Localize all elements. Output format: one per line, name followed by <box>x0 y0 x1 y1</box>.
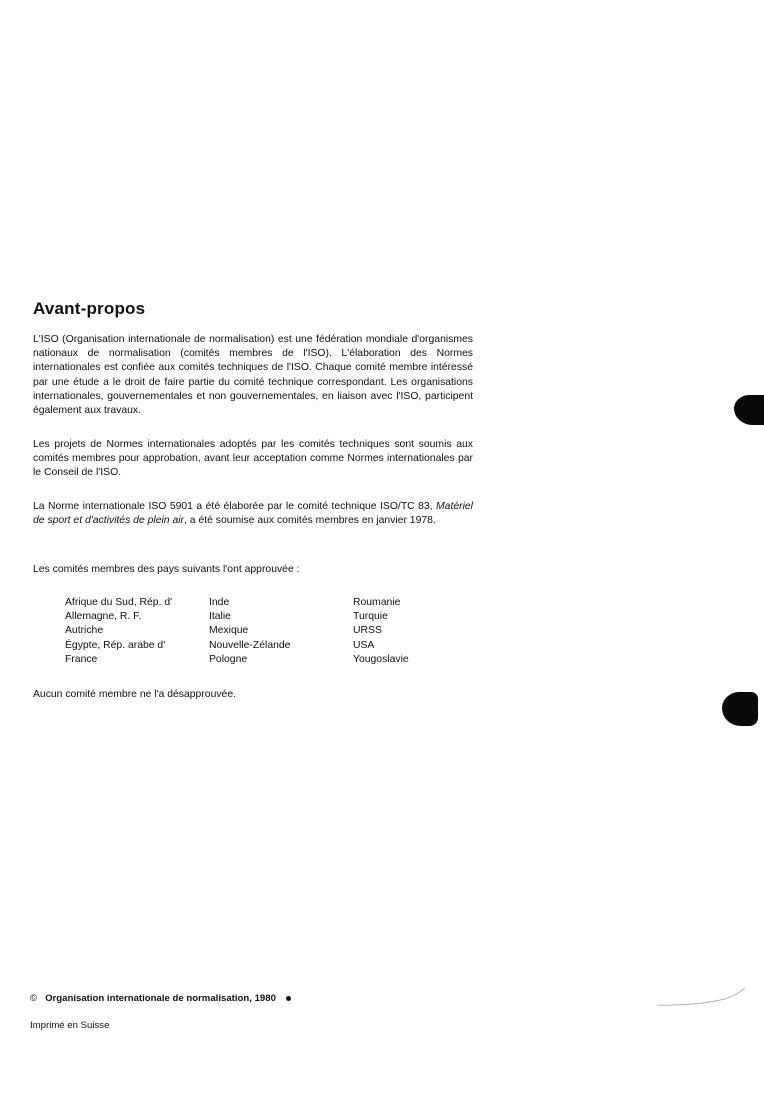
country-item: Mexique <box>209 625 249 637</box>
country-item: Afrique du Sud, Rép. d' <box>65 597 173 608</box>
country-item: Pologne <box>209 653 248 665</box>
country-item: Roumanie <box>353 597 401 608</box>
country-column-1 <box>65 596 172 667</box>
copyright-line <box>30 993 291 1004</box>
copyright-icon: © <box>30 993 38 1004</box>
country-item: Inde <box>209 597 230 608</box>
country-item: URSS <box>353 625 382 637</box>
country-item: Turquie <box>353 611 388 623</box>
paragraph-iso-5901-end: , a été soumise aux comités membres en janvier 1978. <box>184 515 436 527</box>
paragraph-iso-5901 <box>33 500 473 528</box>
pencil-mark <box>655 985 750 1010</box>
paragraph-no-disapproval: Aucun comité membre ne l'a désapprouvée. <box>33 689 236 700</box>
country-item: Nouvelle-Zélande <box>209 639 291 651</box>
country-item: Égypte, Rép. arabe d' <box>65 639 166 651</box>
punch-hole-mark <box>722 692 758 726</box>
copyright-text: Organisation internationale de normalisation, 1980 <box>45 993 276 1004</box>
country-column-2 <box>209 596 290 667</box>
paragraph-draft-standards: Les projets de Normes internationales adoptés par les comités techniques sont soumis aux comités membres pour approbation, avant leur acceptation comme Normes internationales par le Conseil de l'ISO. <box>33 439 473 479</box>
page-title: Avant-propos <box>33 299 146 318</box>
country-item: Italie <box>209 611 231 623</box>
country-item: Yougoslavie <box>353 653 409 665</box>
punch-hole-mark <box>734 395 764 425</box>
country-item: France <box>65 653 98 665</box>
paragraph-iso-description: L'ISO (Organisation internationale de normalisation) est une fédération mondiale d'organismes nationaux de normalisation (comités membres de l'ISO). L'élaboration des Normes internationales est confiée aux comités techniques de l'ISO. Chaque comité membre intéressé par une étude a le droit de faire partie du comité technique correspondant. Les organisations internationales, gouvernementales et non gouvernementales, en liaison avec l'ISO, participent également aux travaux. <box>33 334 473 417</box>
country-item: Allemagne, R. F. <box>65 611 142 623</box>
printed-in: Imprimé en Suisse <box>30 1020 110 1031</box>
bullet-dot-icon <box>286 996 291 1001</box>
country-column-3 <box>353 596 409 667</box>
committee-title: Matériel de sport et d'activités de plein air <box>33 501 473 527</box>
country-item: USA <box>353 639 375 651</box>
paragraph-iso-5901-start: La Norme internationale ISO 5901 a été élaborée par le comité technique ISO/TC 83, <box>33 501 437 512</box>
paragraph-approving-countries: Les comités membres des pays suivants l'ont approuvée : <box>33 564 300 575</box>
country-item: Autriche <box>65 625 104 637</box>
